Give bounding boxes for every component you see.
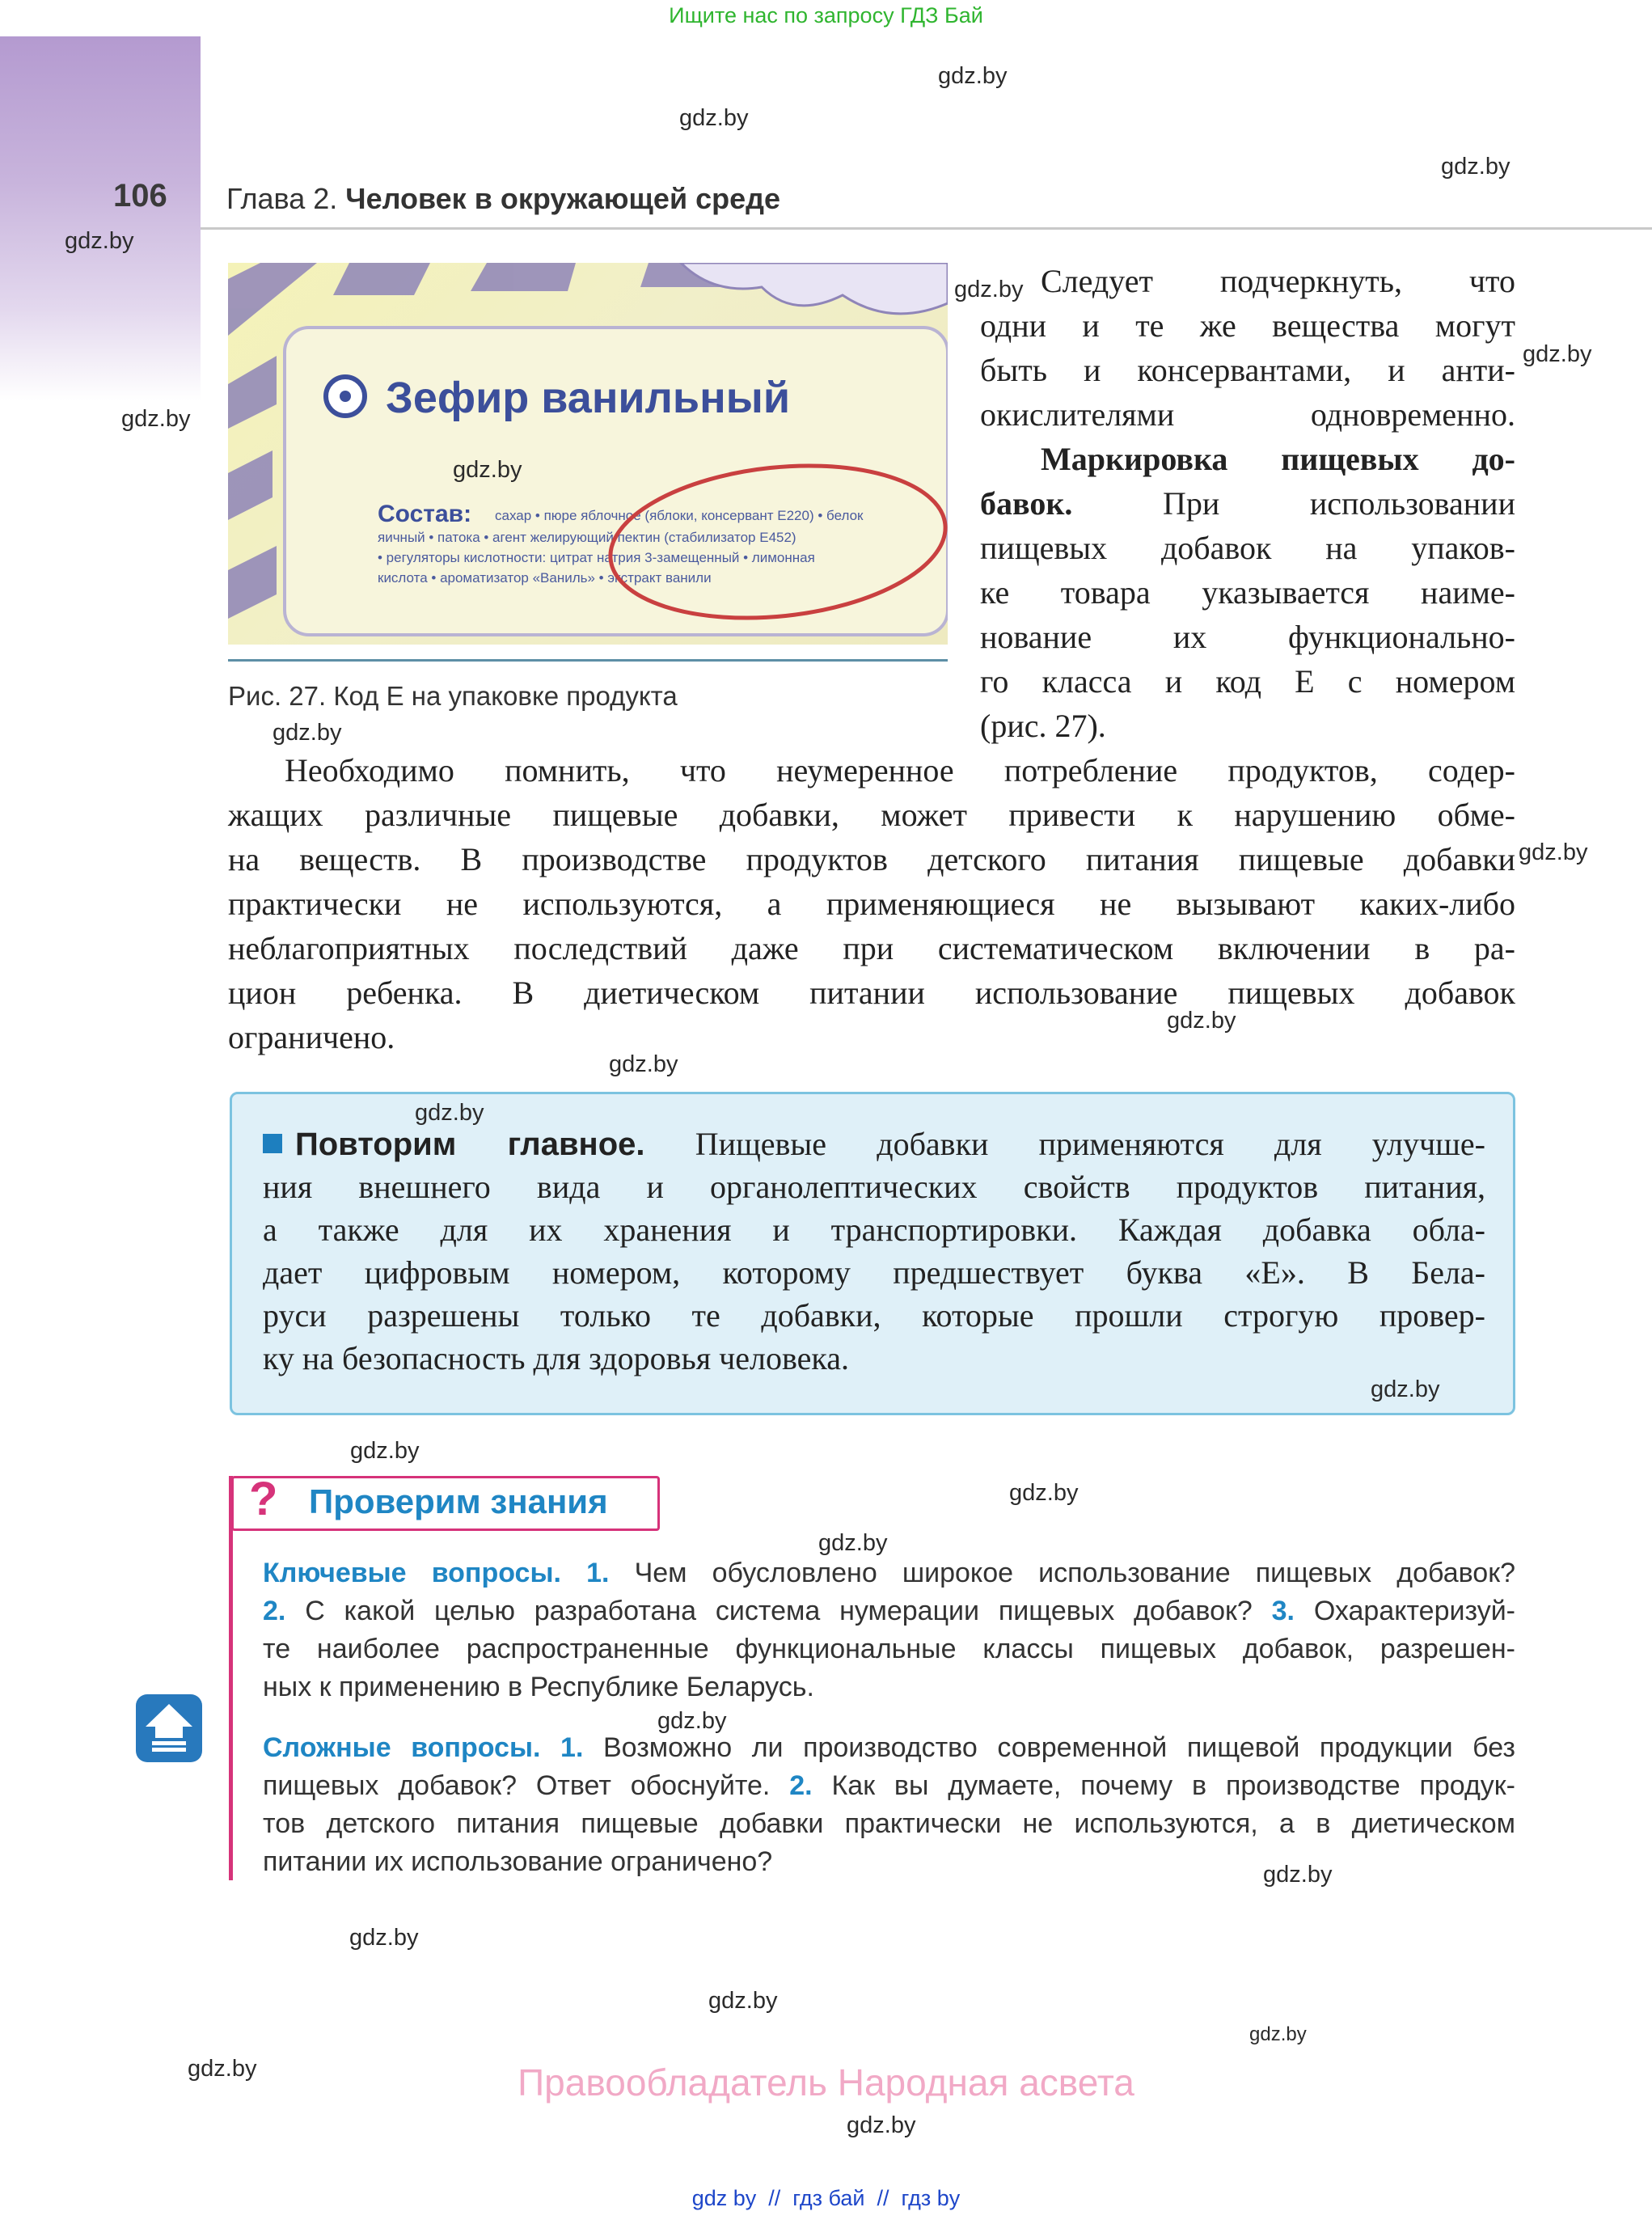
product-package-photo — [228, 263, 948, 645]
composition-line-2: яичный • патока • агент желирующий пектин (стабилизатор Е452) — [378, 530, 796, 545]
key-questions-line-3: те наиболее распространенные функциональные классы пищевых добавок, разрешен- — [263, 1634, 1515, 1664]
promo-banner[interactable]: Ищите нас по запросу ГДЗ Бай — [669, 3, 983, 27]
chapter-prefix: Глава 2. — [226, 182, 338, 215]
body-line-7: ограничено. — [228, 1019, 395, 1055]
marking-heading: Маркировка пищевых до- — [1041, 441, 1515, 477]
summary-line-4: дает цифровым номером, которому предшествует буква «Е». В Бела- — [263, 1254, 1485, 1291]
watermark: gdz.by — [273, 720, 342, 746]
key-questions-label: Ключевые вопросы. — [263, 1558, 561, 1588]
right-line-2: одни и те же вещества могут — [980, 307, 1515, 344]
summary-line-3: а также для их хранения и транспортировки. Каждая добавка обла- — [263, 1211, 1485, 1248]
page-number: 106 — [113, 178, 167, 214]
chapter-name: Человек в окружающей среде — [345, 182, 780, 215]
watermark: gdz.by — [121, 406, 191, 432]
hard-q1-text-start: Возможно ли производство современной пищевой продукции без — [602, 1732, 1516, 1763]
right-line-3: быть и консервантами, и анти- — [980, 352, 1515, 388]
hard-q1-number: 1. — [560, 1732, 584, 1763]
right-line-9: нование их функционально- — [980, 619, 1515, 655]
watermark: gdz.by — [1249, 2023, 1307, 2045]
summary-line-5: руси разрешены только те добавки, которые прошли строгую провер- — [263, 1297, 1485, 1334]
marking-heading-end: бавок. — [980, 485, 1073, 522]
watermark: gdz.by — [1167, 1008, 1236, 1034]
hard-q2-number: 2. — [789, 1770, 813, 1801]
body-line-2: жащих различные пищевые добавки, может привести к нарушению обме- — [228, 797, 1515, 833]
watermark: gdz.by — [938, 63, 1008, 89]
right-line-1: Следует подчеркнуть, что — [1041, 263, 1515, 299]
watermark: gdz.by — [349, 1925, 419, 1951]
watermark: gdz.by — [708, 1988, 778, 2014]
watermark: gdz.by — [415, 1100, 484, 1126]
key-q3-text-start: Охарактеризуй- — [1313, 1596, 1516, 1626]
watermark: gdz.by — [609, 1051, 678, 1077]
marking-heading-rest: При использовании — [1162, 485, 1515, 522]
watermark: gdz.by — [679, 105, 749, 131]
right-line-7: пищевых добавок на упаков- — [980, 530, 1515, 566]
product-name-text: Зефир ванильный — [386, 374, 791, 422]
key-q1-text: Чем обусловлено широкое использование пищевых добавок? — [634, 1558, 1515, 1588]
figure-divider — [228, 659, 948, 662]
marking-heading-cont — [980, 481, 1515, 526]
hard-questions-line-4: питании их использование ограничено? — [263, 1846, 773, 1877]
watermark: gdz.by — [954, 277, 1024, 302]
right-line-8: ке товара указывается наиме- — [980, 574, 1515, 611]
summary-line-1 — [295, 1122, 1485, 1167]
summary-line-6: ку на безопасность для здоровья человека. — [263, 1340, 849, 1376]
chapter-title — [226, 182, 780, 216]
watermark: gdz.by — [657, 1708, 727, 1734]
page-side-tab — [0, 36, 201, 400]
composition-line-1: сахар • пюре яблочное (яблоки, консервант Е220) • белок — [495, 508, 864, 523]
body-line-3: на веществ. В производстве продуктов детского питания пищевые добавки — [228, 841, 1515, 877]
check-knowledge-title: Проверим знания — [309, 1482, 608, 1520]
header-divider — [201, 227, 1652, 230]
key-q2-number: 2. — [263, 1596, 286, 1626]
key-questions-line-2 — [263, 1592, 1515, 1630]
questions-side-bar — [229, 1476, 233, 1880]
hard-q1-text-end: пищевых добавок? Ответ обоснуйте. — [263, 1770, 771, 1801]
watermark: gdz.by — [1263, 1862, 1333, 1888]
watermark: gdz.by — [1371, 1376, 1440, 1402]
key-questions-line-4: ных к применению в Республике Беларусь. — [263, 1672, 814, 1702]
composition-line-3: • регуляторы кислотности: цитрат натрия 3-замещенный • лимонная — [378, 550, 815, 565]
summary-line-2: ния внешнего вида и органолептических свойств продуктов питания, — [263, 1169, 1485, 1205]
home-icon — [136, 1694, 202, 1762]
key-q3-number: 3. — [1271, 1596, 1295, 1626]
watermark: gdz.by — [453, 457, 522, 483]
key-q2-text: С какой целью разработана система нумерации пищевых добавок? — [305, 1596, 1253, 1626]
watermark: gdz.by — [1009, 1480, 1079, 1506]
package-illustration — [228, 263, 948, 645]
watermark: gdz.by — [350, 1438, 420, 1464]
right-line-10: го класса и код Е с номером — [980, 663, 1515, 700]
hard-questions-line-1 — [263, 1729, 1515, 1767]
watermark: gdz.by — [818, 1530, 888, 1556]
footer-links[interactable]: gdz by // гдз бай // гдз by — [691, 2186, 961, 2210]
summary-square-icon — [263, 1134, 282, 1153]
key-q1-number: 1. — [586, 1558, 610, 1588]
hard-questions-label: Сложные вопросы. — [263, 1732, 541, 1763]
composition-line-4: кислота • ароматизатор «Ваниль» • экстракт ванили — [378, 570, 712, 586]
hard-q2-text-start: Как вы думаете, почему в производстве продук- — [831, 1770, 1515, 1801]
figure-caption: Рис. 27. Код Е на упаковке продукта — [228, 681, 678, 711]
watermark: gdz.by — [188, 2056, 257, 2082]
question-mark-icon: ? — [249, 1473, 278, 1525]
body-line-6: цион ребенка. В диетическом питании использование пищевых добавок — [228, 975, 1515, 1011]
summary-title: Повторим главное. — [295, 1127, 645, 1162]
key-questions-line-1 — [263, 1554, 1515, 1592]
copyright-notice: Правообладатель Народная асвета — [518, 2061, 1134, 2103]
hard-questions-line-3: тов детского питания пищевые добавки практически не используются, а в диетическом — [263, 1808, 1515, 1839]
body-line-1: Необходимо помнить, что неумеренное потребление продуктов, содер- — [285, 752, 1515, 789]
hard-questions-line-2 — [263, 1767, 1515, 1805]
home-button[interactable] — [136, 1694, 202, 1762]
watermark: gdz.by — [65, 228, 134, 254]
watermark: gdz.by — [1441, 154, 1510, 180]
watermark: gdz.by — [1519, 839, 1588, 865]
summary-first-rest: Пищевые добавки применяются для улучше- — [695, 1126, 1485, 1162]
right-line-4: окислителями одновременно. — [980, 396, 1515, 433]
watermark: gdz.by — [1523, 341, 1592, 367]
right-line-11: (рис. 27). — [980, 708, 1106, 744]
watermark: gdz.by — [847, 2112, 916, 2138]
composition-label: Состав: — [378, 501, 472, 527]
body-line-4: практически не используются, а применяющиеся не вызывают каких-либо — [228, 886, 1515, 922]
body-line-5: неблагоприятных последствий даже при систематическом включении в ра- — [228, 930, 1515, 966]
